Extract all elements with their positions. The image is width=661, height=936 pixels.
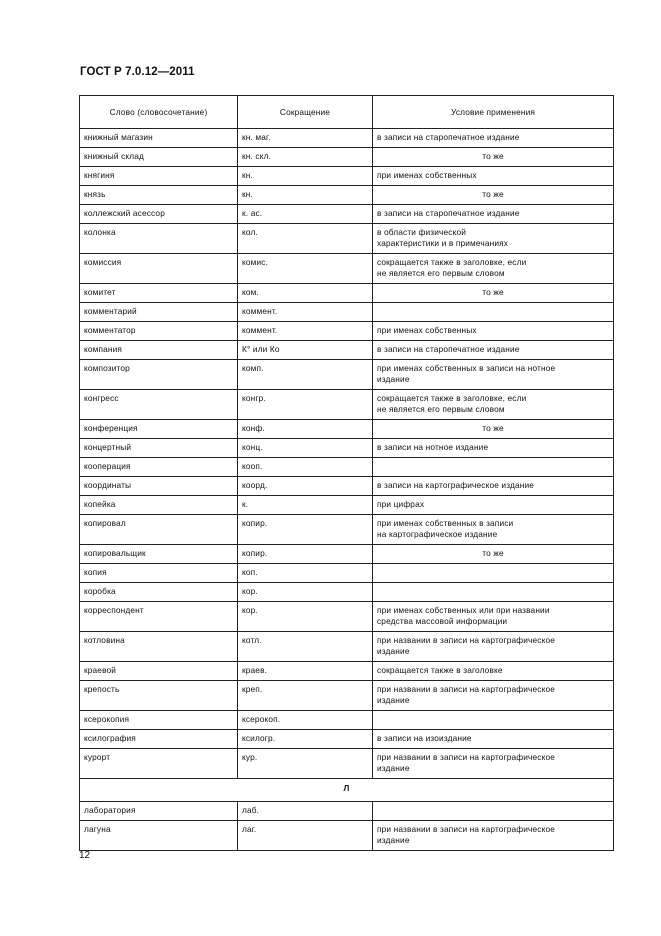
condition-line: не является его первым словом: [377, 267, 505, 278]
table-row: [80, 284, 614, 303]
abbreviation-cell: креп.: [238, 681, 373, 711]
table-row: [80, 662, 614, 681]
condition-cell: [373, 681, 614, 711]
condition-line: при названии в записи на картографическое: [377, 752, 555, 762]
section-letter: Л: [80, 779, 614, 802]
word-cell: ксилография: [80, 730, 238, 749]
condition-line: при именах собственных: [377, 170, 477, 180]
table-row: [80, 254, 614, 284]
condition-cell: [373, 205, 614, 224]
table-row: [80, 322, 614, 341]
table-row: [80, 129, 614, 148]
table-row: [80, 564, 614, 583]
word-cell: концертный: [80, 439, 238, 458]
condition-cell: [373, 662, 614, 681]
condition-line: в записи на старопечатное издание: [377, 344, 520, 354]
condition-line: в записи на нотное издание: [377, 442, 489, 452]
table-row: [80, 821, 614, 851]
abbreviation-cell: краев.: [238, 662, 373, 681]
abbreviation-cell: конц.: [238, 439, 373, 458]
condition-line: сокращается также в заголовке, если: [377, 393, 527, 403]
condition-line: в записи на старопечатное издание: [377, 132, 520, 142]
condition-cell: [373, 420, 614, 439]
condition-line: характеристики и в примечаниях: [377, 237, 509, 248]
abbreviation-cell: коп.: [238, 564, 373, 583]
condition-line: при именах собственных в записи на нотное: [377, 363, 556, 373]
condition-cell: [373, 749, 614, 779]
condition-line: при именах собственных: [377, 325, 477, 335]
abbreviation-cell: коммент.: [238, 322, 373, 341]
column-header-abbreviation: Сокращение: [238, 96, 373, 129]
table-row: [80, 681, 614, 711]
condition-line: то же: [482, 423, 504, 433]
condition-line: в записи на старопечатное издание: [377, 208, 520, 218]
word-cell: копировал: [80, 515, 238, 545]
condition-line: в области физической: [377, 227, 467, 237]
table-row: [80, 477, 614, 496]
table-row: [80, 711, 614, 730]
table-row: [80, 545, 614, 564]
abbreviation-cell: лаб.: [238, 802, 373, 821]
table-row: [80, 148, 614, 167]
abbreviation-cell: лаг.: [238, 821, 373, 851]
abbreviation-cell: кн.: [238, 167, 373, 186]
condition-cell: [373, 821, 614, 851]
word-cell: книжный магазин: [80, 129, 238, 148]
condition-cell: [373, 322, 614, 341]
abbreviation-cell: кор.: [238, 583, 373, 602]
condition-cell: [373, 390, 614, 420]
table-row: [80, 390, 614, 420]
condition-cell: [373, 439, 614, 458]
condition-cell: [373, 186, 614, 205]
table-row: [80, 439, 614, 458]
abbreviation-cell: котл.: [238, 632, 373, 662]
document-header: ГОСТ Р 7.0.12—2011: [80, 66, 195, 78]
abbreviation-cell: конгр.: [238, 390, 373, 420]
table-row: [80, 515, 614, 545]
abbreviation-cell: кн. скл.: [238, 148, 373, 167]
condition-line: при цифрах: [377, 499, 425, 509]
condition-line: издание: [377, 762, 410, 773]
word-cell: лагуна: [80, 821, 238, 851]
abbreviation-cell: ком.: [238, 284, 373, 303]
condition-cell: [373, 341, 614, 360]
page-number: 12: [79, 850, 91, 861]
condition-line: то же: [482, 548, 504, 558]
abbreviation-cell: копир.: [238, 515, 373, 545]
word-cell: координаты: [80, 477, 238, 496]
word-cell: конгресс: [80, 390, 238, 420]
word-cell: князь: [80, 186, 238, 205]
condition-cell: [373, 129, 614, 148]
condition-line: при названии в записи на картографическое: [377, 824, 555, 834]
word-cell: краевой: [80, 662, 238, 681]
word-cell: колонка: [80, 224, 238, 254]
condition-cell: [373, 167, 614, 186]
condition-line: в записи на изоиздание: [377, 733, 472, 743]
condition-cell: [373, 564, 614, 583]
table-row: [80, 749, 614, 779]
section-letter-row: [80, 779, 614, 802]
word-cell: копия: [80, 564, 238, 583]
condition-cell: [373, 458, 614, 477]
word-cell: комиссия: [80, 254, 238, 284]
condition-cell: [373, 360, 614, 390]
table-row: [80, 167, 614, 186]
table-row: [80, 186, 614, 205]
word-cell: княгиня: [80, 167, 238, 186]
condition-line: при именах собственных в записи: [377, 518, 514, 528]
table-row: [80, 602, 614, 632]
table-row: [80, 802, 614, 821]
word-cell: лаборатория: [80, 802, 238, 821]
word-cell: комментатор: [80, 322, 238, 341]
abbreviation-cell: к. ас.: [238, 205, 373, 224]
abbreviation-cell: копир.: [238, 545, 373, 564]
condition-line: не является его первым словом: [377, 403, 505, 414]
table-row: [80, 360, 614, 390]
word-cell: книжный склад: [80, 148, 238, 167]
abbreviation-cell: коорд.: [238, 477, 373, 496]
abbreviation-cell: коммент.: [238, 303, 373, 322]
column-header-condition: Условие применения: [373, 96, 614, 129]
condition-cell: [373, 632, 614, 662]
abbreviation-cell: К° или Ко: [238, 341, 373, 360]
condition-line: издание: [377, 645, 410, 656]
abbreviation-cell: кооп.: [238, 458, 373, 477]
word-cell: коллежский асессор: [80, 205, 238, 224]
condition-cell: [373, 254, 614, 284]
abbreviation-cell: комп.: [238, 360, 373, 390]
word-cell: комментарий: [80, 303, 238, 322]
condition-cell: [373, 303, 614, 322]
abbreviation-cell: кол.: [238, 224, 373, 254]
condition-cell: [373, 224, 614, 254]
condition-line: издание: [377, 834, 410, 845]
condition-line: то же: [482, 151, 504, 161]
abbreviation-cell: конф.: [238, 420, 373, 439]
condition-cell: [373, 730, 614, 749]
condition-cell: [373, 711, 614, 730]
column-header-word: Слово (словосочетание): [80, 96, 238, 129]
condition-line: на картографическое издание: [377, 528, 498, 539]
abbreviations-table: [79, 95, 614, 851]
condition-cell: [373, 545, 614, 564]
word-cell: курорт: [80, 749, 238, 779]
word-cell: компания: [80, 341, 238, 360]
table-row: [80, 583, 614, 602]
condition-cell: [373, 602, 614, 632]
word-cell: копейка: [80, 496, 238, 515]
condition-line: сокращается также в заголовке: [377, 665, 503, 675]
word-cell: корреспондент: [80, 602, 238, 632]
condition-cell: [373, 515, 614, 545]
word-cell: крепость: [80, 681, 238, 711]
table-row: [80, 496, 614, 515]
condition-cell: [373, 583, 614, 602]
table-row: [80, 730, 614, 749]
table-row: [80, 205, 614, 224]
condition-cell: [373, 496, 614, 515]
word-cell: комитет: [80, 284, 238, 303]
condition-line: при названии в записи на картографическое: [377, 684, 555, 694]
word-cell: копировальщик: [80, 545, 238, 564]
abbreviation-cell: кн. маг.: [238, 129, 373, 148]
abbreviation-cell: к.: [238, 496, 373, 515]
condition-line: издание: [377, 694, 410, 705]
condition-line: то же: [482, 189, 504, 199]
abbreviation-cell: кор.: [238, 602, 373, 632]
table-row: [80, 458, 614, 477]
condition-line: издание: [377, 373, 410, 384]
table-row: [80, 303, 614, 322]
condition-cell: [373, 802, 614, 821]
condition-cell: [373, 284, 614, 303]
word-cell: кооперация: [80, 458, 238, 477]
table-body: [80, 129, 614, 851]
condition-line: сокращается также в заголовке, если: [377, 257, 527, 267]
table-row: [80, 341, 614, 360]
table-row: [80, 224, 614, 254]
word-cell: конференция: [80, 420, 238, 439]
table-row: [80, 632, 614, 662]
abbreviation-cell: ксилогр.: [238, 730, 373, 749]
condition-cell: [373, 477, 614, 496]
word-cell: котловина: [80, 632, 238, 662]
table-row: [80, 420, 614, 439]
abbreviation-cell: кур.: [238, 749, 373, 779]
abbreviation-cell: ксерокоп.: [238, 711, 373, 730]
condition-line: при именах собственных или при названии: [377, 605, 550, 615]
condition-line: в записи на картографическое издание: [377, 480, 535, 490]
condition-line: средства массовой информации: [377, 615, 508, 626]
word-cell: ксерокопия: [80, 711, 238, 730]
word-cell: композитор: [80, 360, 238, 390]
word-cell: коробка: [80, 583, 238, 602]
condition-cell: [373, 148, 614, 167]
condition-line: то же: [482, 287, 504, 297]
abbreviation-cell: кн.: [238, 186, 373, 205]
table-header-row: [80, 96, 614, 129]
abbreviation-cell: комис.: [238, 254, 373, 284]
condition-line: при названии в записи на картографическое: [377, 635, 555, 645]
